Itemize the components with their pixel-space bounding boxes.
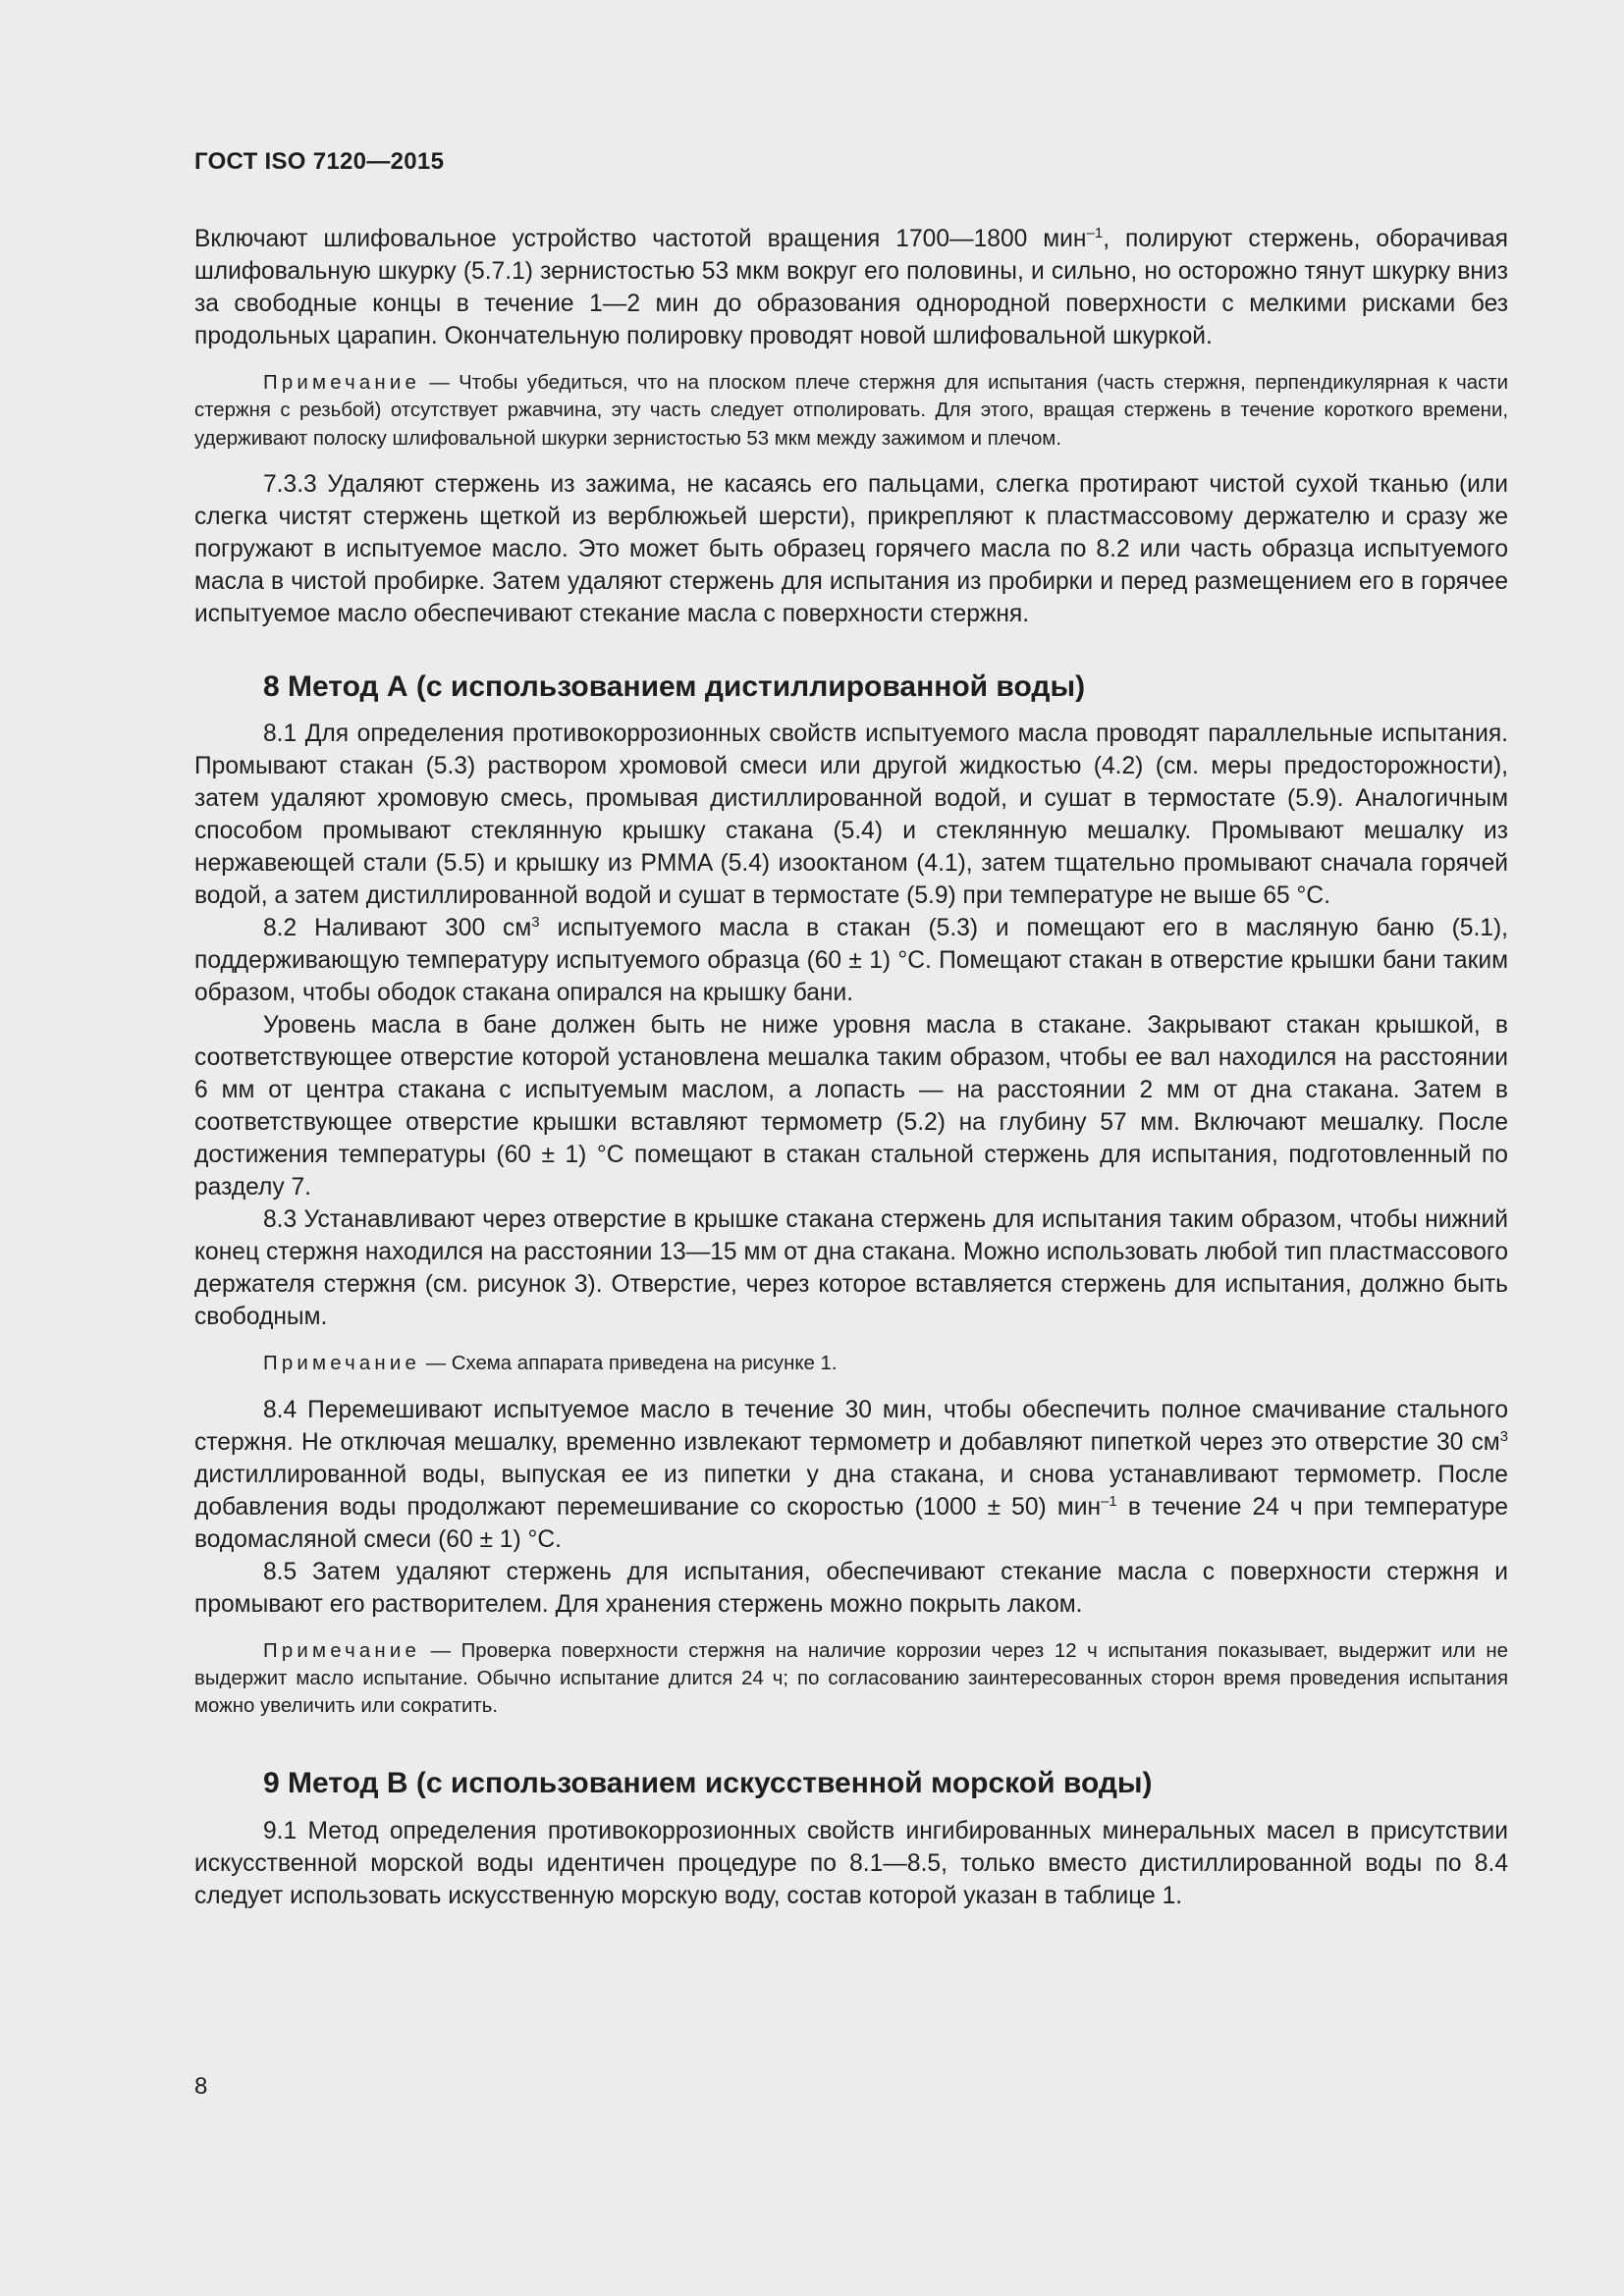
note-polishing: Примечание — Чтобы убедиться, что на плоском плече стержня для испытания (часть стержня, перпендикулярная к части стержня с резьбой) отсутствует ржавчина, эту часть следует отполировать. Для этого, вращая стержень в течение короткого времени, удерживают полоску шлифовальной шкурки зернистостью 53 мкм между зажимом и плечом. — [194, 372, 1508, 450]
section-heading-method-a: 8 Метод А (с использованием дистиллированной воды) — [263, 670, 1086, 704]
note-label: Примечание — [263, 1353, 421, 1375]
section-heading-method-b: 9 Метод В (с использованием искусственной морской воды) — [263, 1766, 1153, 1799]
page-number: 8 — [194, 2073, 208, 2100]
paragraph-7-3-3: 7.3.3 Удаляют стержень из зажима, не касаясь его пальцами, слегка протирают чистой сухой тканью (или слегка чистят стержень щеткой из верблюжьей шерсти), прикрепляют к пластмассовому держателю и сразу же погружают в испытуемое масло. Это может быть образец горячего масла по 8.2 или часть образца испытуемого масла в чистой пробирке. Затем удаляют стержень для испытания из пробирки и перед размещением его в горячее испытуемое масло обеспечивают стекание масла с поверхности стержня. — [194, 471, 1508, 628]
document-body — [194, 223, 1508, 1912]
paragraph-polishing: Включают шлифовальное устройство частотой вращения 1700—1800 мин$^{-1}$, полируют стержень, оборачивая шлифовальную шкурку (5.7.1) зернистостью 53 мкм вокруг его половины, и сильно, но осторожно тянут шкурку вниз за свободные концы в течение 1—2 мин до образования однородной поверхности с мелкими рисками без продольных царапин. Окончательную полировку проводят новой шлифовальной шкуркой. — [194, 225, 1508, 349]
note-label: Примечание — [263, 372, 421, 394]
note-label: Примечание — [263, 1639, 421, 1662]
paragraph-8-2: 8.2 Наливают 300 $см^3$ испытуемого масла в стакан (5.3) и помещают его в масляную баню (5.1), поддерживающую температуру испытуемого образца (60 ± 1) °С. Помещают стакан в отверстие крышки бани таким образом, чтобы ободок стакана опирался на крышку бани. — [194, 914, 1508, 1007]
paragraph-8-3: 8.3 Устанавливают через отверстие в крышке стакана стержень для испытания таким образом, чтобы нижний конец стержня находился на расстоянии 13—15 мм от дна стакана. Можно использовать любой тип пластмассового держателя стержня (см. рисунок 3). Отверстие, через которое вставляется стержень для испытания, должно быть свободным. — [194, 1206, 1508, 1331]
note-corrosion-check: Примечание — Проверка поверхности стержня на наличие коррозии через 12 ч испытания показывает, выдержит или не выдержит масло испытание. Обычно испытание длится 24 ч; по согласованию заинтересованных сторон время проведения испытания можно увеличить или сократить. — [194, 1639, 1508, 1718]
paragraph-8-1: 8.1 Для определения противокоррозионных свойств испытуемого масла проводят параллельные испытания. Промывают стакан (5.3) раствором хромовой смеси или другой жидкостью (4.2) (см. меры предосторожности), затем удаляют хромовую смесь, промывая дистиллированной водой, и сушат в термостате (5.9). Аналогичным способом промывают стеклянную крышку стакана (5.4) и стеклянную мешалку. Промывают мешалку из нержавеющей стали (5.5) и крышку из PMMA (5.4) изооктаном (4.1), затем тщательно промывают сначала горячей водой, а затем дистиллированной водой и сушат в термостате (5.9) при температуре не выше 65 °С. — [194, 721, 1508, 910]
paragraph-8-2-continued: Уровень масла в бане должен быть не ниже уровня масла в стакане. Закрывают стакан крышкой, в соответствующее отверстие которой установлена мешалка таким образом, чтобы ее вал находился на расстоянии 6 мм от центра стакана с испытуемым маслом, а лопасть — на расстоянии 2 мм от дна стакана. Затем в соответствующее отверстие крышки вставляют термометр (5.2) на глубину 57 мм. Включают мешалку. После достижения температуры (60 ± 1) °С помещают в стакан стальной стержень для испытания, подготовленный по разделу 7. — [194, 1012, 1508, 1201]
paragraph-8-5: 8.5 Затем удаляют стержень для испытания, обеспечивают стекание масла с поверхности стержня и промывают его растворителем. Для хранения стержень можно покрыть лаком. — [194, 1558, 1508, 1618]
paragraph-9-1: 9.1 Метод определения противокоррозионных свойств ингибированных минеральных масел в присутствии искусственной морской воды идентичен процедуре по 8.1—8.5, только вместо дистиллированной воды по 8.4 следует использовать искусственную морскую воду, состав которой указан в таблице 1. — [194, 1817, 1508, 1909]
note-apparatus: Примечание — Схема аппарата приведена на рисунке 1. — [263, 1353, 838, 1375]
paragraph-8-4: 8.4 Перемешивают испытуемое масло в течение 30 мин, чтобы обеспечить полное смачивание стального стержня. Не отключая мешалку, временно извлекают термометр и добавляют пипеткой через это отверстие 30 $см^3$ дистиллированной воды, выпуская ее из пипетки у дна стакана, и снова устанавливают термометр. После добавления воды продолжают перемешивание со скоростью (1000 ± 50) мин$^{-1}$ в течение 24 ч при температуре водомасляной смеси (60 ± 1) °С. — [194, 1396, 1508, 1553]
document-header: ГОСТ ISO 7120—2015 — [194, 148, 445, 175]
